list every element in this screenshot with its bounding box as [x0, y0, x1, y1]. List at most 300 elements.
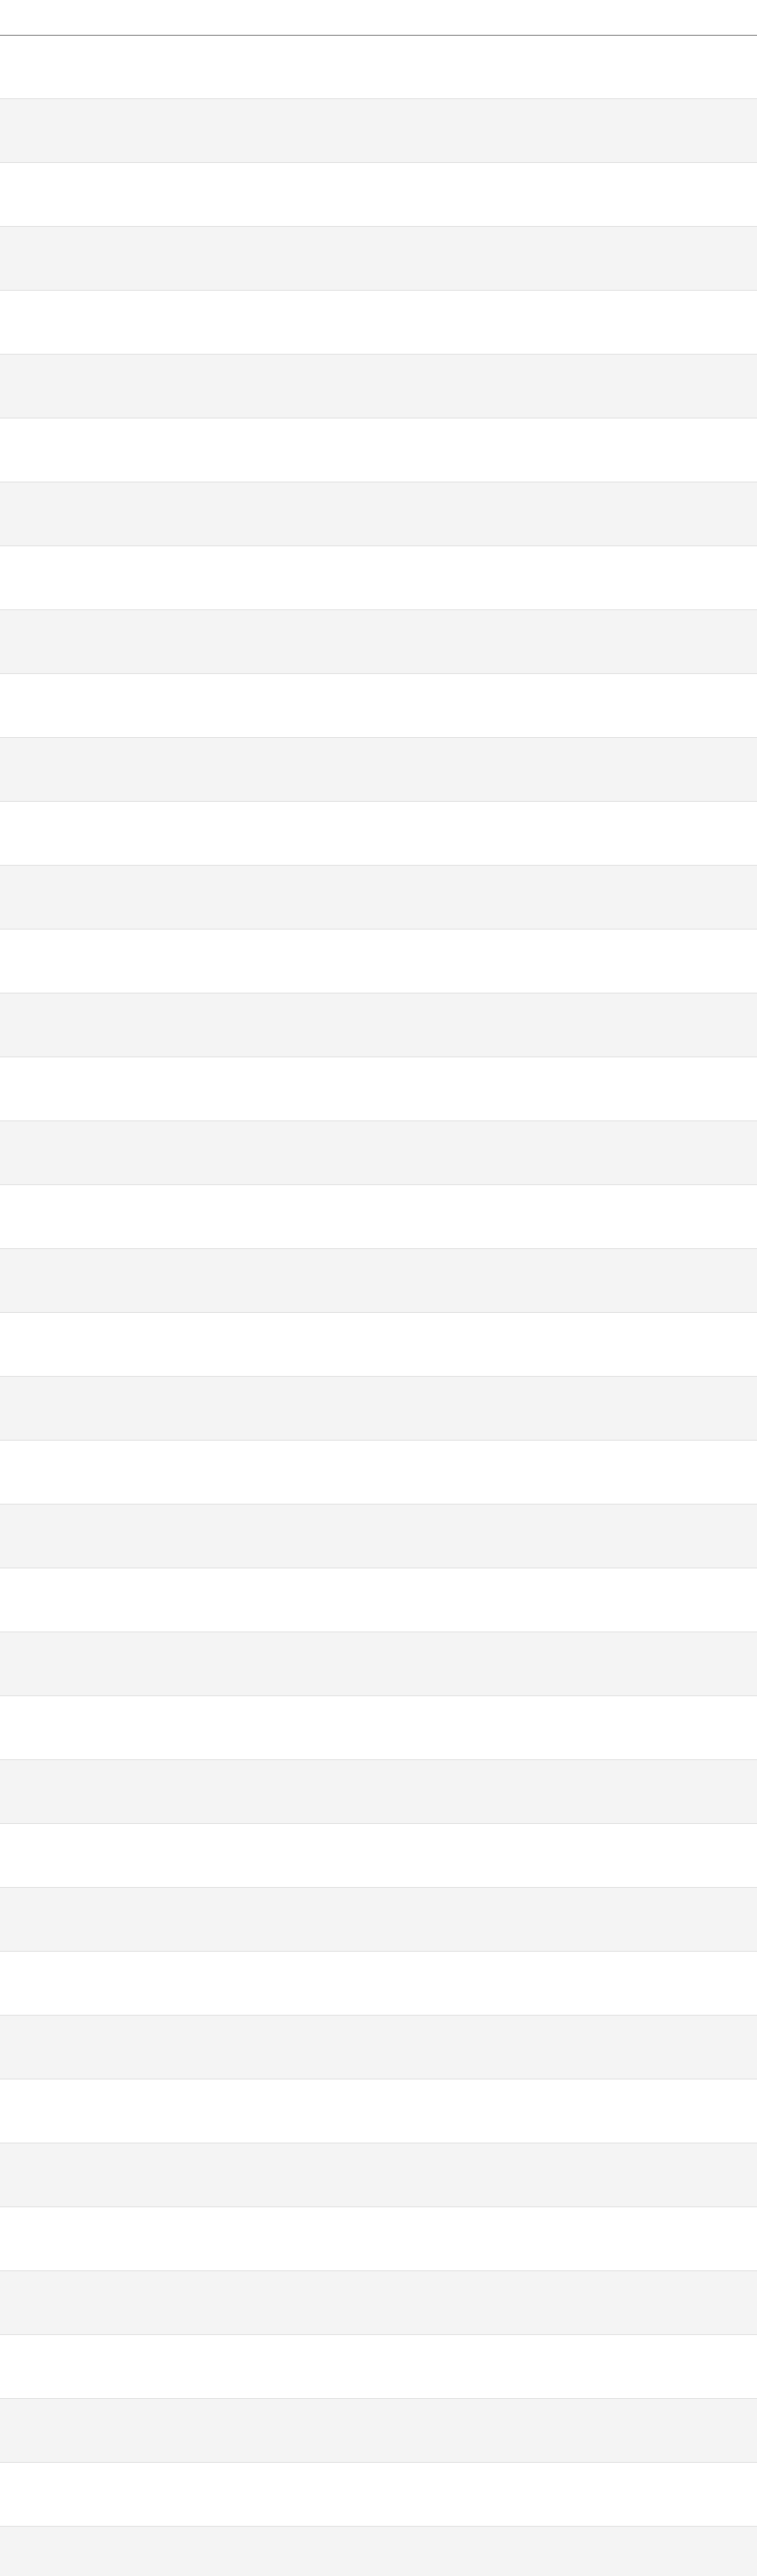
effects-cell: [416, 738, 692, 801]
effects-cell: [416, 1824, 692, 1887]
model-cell: [262, 1377, 344, 1440]
dose-cell: [344, 1696, 416, 1759]
effects-cell: [416, 1249, 692, 1312]
model-cell: [262, 354, 344, 418]
reference-cell[interactable]: [692, 163, 757, 226]
effects-cell: [416, 1632, 692, 1696]
column-header-effects: [416, 0, 692, 35]
reference-cell[interactable]: [692, 738, 757, 801]
table-row: [0, 2271, 757, 2335]
plant-part-cell: [0, 1504, 40, 1568]
effects-cell: [416, 1952, 692, 2015]
dose-cell: [344, 2399, 416, 2462]
solvent-cell: [40, 418, 123, 482]
model-cell: [262, 866, 344, 929]
model-cell: [262, 1568, 344, 1632]
effects-cell: [416, 2399, 692, 2462]
plant-part-cell: [0, 546, 40, 609]
model-cell: [262, 1760, 344, 1823]
solvent-cell: [40, 1057, 123, 1121]
solvent-cell: [40, 1121, 123, 1184]
table-row: [0, 929, 757, 993]
reference-cell[interactable]: [692, 929, 757, 993]
target-cell: [184, 1952, 262, 2015]
table-row: [0, 610, 757, 674]
solvent-cell: [40, 2463, 123, 2526]
dose-cell: [344, 1377, 416, 1440]
model-cell: [262, 2079, 344, 2143]
dose-cell: [344, 802, 416, 865]
plant-part-cell: [0, 2079, 40, 2143]
plant-part-cell: [0, 35, 40, 98]
effects-cell: [416, 291, 692, 354]
solvent-cell: [40, 99, 123, 162]
target-cell: [184, 1696, 262, 1759]
reference-cell[interactable]: [692, 1696, 757, 1759]
model-cell: [262, 993, 344, 1057]
plant-part-cell: [0, 2207, 40, 2270]
column-header-activity: [123, 0, 184, 35]
solvent-cell: [40, 674, 123, 737]
dose-cell: [344, 738, 416, 801]
reference-cell[interactable]: [692, 2015, 757, 2079]
solvent-cell: [40, 1696, 123, 1759]
model-cell: [262, 1504, 344, 1568]
dose-cell: [344, 866, 416, 929]
reference-cell[interactable]: [692, 2399, 757, 2462]
dose-cell: [344, 1888, 416, 1951]
reference-cell[interactable]: [692, 1888, 757, 1951]
solvent-cell: [40, 1760, 123, 1823]
plant-part-cell: [0, 738, 40, 801]
dose-cell: [344, 227, 416, 290]
dose-cell: [344, 1952, 416, 2015]
table-row: [0, 2463, 757, 2527]
solvent-cell: [40, 1952, 123, 2015]
effects-cell: [416, 99, 692, 162]
table-row: [0, 738, 757, 802]
model-cell: [262, 2207, 344, 2270]
reference-cell[interactable]: [692, 1121, 757, 1184]
effects-cell: [416, 418, 692, 482]
table-row: [0, 418, 757, 482]
activity-cell: [123, 1440, 184, 1504]
table-row: [0, 291, 757, 354]
table-row: [0, 99, 757, 163]
target-cell: [184, 482, 262, 546]
target-cell: [184, 1377, 262, 1440]
plant-part-cell: [0, 1568, 40, 1632]
effects-cell: [416, 1313, 692, 1376]
reference-cell[interactable]: [692, 2527, 757, 2576]
target-cell: [184, 610, 262, 673]
activity-cell: [123, 354, 184, 418]
effects-cell: [416, 227, 692, 290]
model-cell: [262, 1440, 344, 1504]
dose-cell: [344, 418, 416, 482]
dose-cell: [344, 2207, 416, 2270]
target-cell: [184, 2399, 262, 2462]
model-cell: [262, 2399, 344, 2462]
activity-cell: [123, 163, 184, 226]
plant-part-cell: [0, 1952, 40, 2015]
plant-part-cell: [0, 1824, 40, 1887]
target-cell: [184, 1504, 262, 1568]
activity-cell: [123, 1760, 184, 1823]
dose-cell: [344, 1313, 416, 1376]
reference-cell[interactable]: [692, 1377, 757, 1440]
table-header-row: [0, 0, 757, 36]
model-cell: [262, 2335, 344, 2398]
dose-cell: [344, 1632, 416, 1696]
solvent-cell: [40, 2527, 123, 2576]
model-cell: [262, 1249, 344, 1312]
model-cell: [262, 35, 344, 98]
target-cell: [184, 674, 262, 737]
table-body: [0, 35, 757, 2576]
plant-part-cell: [0, 1185, 40, 1248]
model-cell: [262, 610, 344, 673]
reference-cell[interactable]: [692, 2335, 757, 2398]
effects-cell: [416, 1696, 692, 1759]
reference-cell[interactable]: [692, 1504, 757, 1568]
model-cell: [262, 674, 344, 737]
solvent-cell: [40, 2335, 123, 2398]
model-cell: [262, 2527, 344, 2576]
reference-cell[interactable]: [692, 1760, 757, 1823]
activity-cell: [123, 1632, 184, 1696]
effects-cell: [416, 546, 692, 609]
reference-cell[interactable]: [692, 354, 757, 418]
activity-cell: [123, 1121, 184, 1184]
model-cell: [262, 1632, 344, 1696]
reference-cell[interactable]: [692, 1632, 757, 1696]
effects-cell: [416, 1185, 692, 1248]
activity-cell: [123, 1952, 184, 2015]
reference-cell[interactable]: [692, 291, 757, 354]
model-cell: [262, 929, 344, 993]
table-row: [0, 866, 757, 929]
effects-cell: [416, 2463, 692, 2526]
solvent-cell: [40, 2143, 123, 2207]
plant-part-cell: [0, 1377, 40, 1440]
table-row: [0, 163, 757, 227]
effects-cell: [416, 866, 692, 929]
solvent-cell: [40, 1313, 123, 1376]
activity-cell: [123, 482, 184, 546]
model-cell: [262, 418, 344, 482]
model-cell: [262, 2143, 344, 2207]
model-cell: [262, 291, 344, 354]
target-cell: [184, 2015, 262, 2079]
plant-part-cell: [0, 291, 40, 354]
table-row: [0, 482, 757, 546]
solvent-cell: [40, 1504, 123, 1568]
reference-cell[interactable]: [692, 1952, 757, 2015]
dose-cell: [344, 2335, 416, 2398]
dose-cell: [344, 674, 416, 737]
solvent-cell: [40, 2271, 123, 2334]
solvent-cell: [40, 2399, 123, 2462]
solvent-cell: [40, 1440, 123, 1504]
reference-cell[interactable]: [692, 610, 757, 673]
activity-cell: [123, 546, 184, 609]
effects-cell: [416, 1440, 692, 1504]
plant-part-cell: [0, 802, 40, 865]
effects-cell: [416, 1121, 692, 1184]
activity-cell: [123, 866, 184, 929]
effects-cell: [416, 163, 692, 226]
activity-cell: [123, 2463, 184, 2526]
reference-cell[interactable]: [692, 418, 757, 482]
target-cell: [184, 418, 262, 482]
effects-cell: [416, 674, 692, 737]
effects-cell: [416, 35, 692, 98]
plant-part-cell: [0, 1440, 40, 1504]
reference-cell[interactable]: [692, 2079, 757, 2143]
target-cell: [184, 2079, 262, 2143]
activity-cell: [123, 2143, 184, 2207]
target-cell: [184, 738, 262, 801]
solvent-cell: [40, 1249, 123, 1312]
plant-part-cell: [0, 354, 40, 418]
table-row: [0, 1185, 757, 1249]
target-cell: [184, 354, 262, 418]
activity-cell: [123, 802, 184, 865]
effects-cell: [416, 2527, 692, 2576]
reference-cell[interactable]: [692, 2143, 757, 2207]
dose-cell: [344, 354, 416, 418]
target-cell: [184, 163, 262, 226]
dose-cell: [344, 2079, 416, 2143]
activity-cell: [123, 610, 184, 673]
solvent-cell: [40, 546, 123, 609]
activity-cell: [123, 1568, 184, 1632]
dose-cell: [344, 1760, 416, 1823]
target-cell: [184, 227, 262, 290]
activity-cell: [123, 35, 184, 98]
table-row: [0, 993, 757, 1057]
effects-cell: [416, 2207, 692, 2270]
effects-cell: [416, 1504, 692, 1568]
plant-part-cell: [0, 418, 40, 482]
plant-part-cell: [0, 1632, 40, 1696]
solvent-cell: [40, 1568, 123, 1632]
table-row: [0, 1377, 757, 1440]
plant-part-cell: [0, 1760, 40, 1823]
solvent-cell: [40, 866, 123, 929]
solvent-cell: [40, 738, 123, 801]
model-cell: [262, 1121, 344, 1184]
dose-cell: [344, 1440, 416, 1504]
model-cell: [262, 738, 344, 801]
plant-part-cell: [0, 2335, 40, 2398]
reference-cell[interactable]: [692, 1824, 757, 1887]
effects-cell: [416, 1377, 692, 1440]
target-cell: [184, 291, 262, 354]
plant-part-cell: [0, 2015, 40, 2079]
solvent-cell: [40, 1888, 123, 1951]
model-cell: [262, 163, 344, 226]
target-cell: [184, 2271, 262, 2334]
activity-cell: [123, 418, 184, 482]
model-cell: [262, 1696, 344, 1759]
model-cell: [262, 1888, 344, 1951]
activity-cell: [123, 1313, 184, 1376]
reference-cell[interactable]: [692, 482, 757, 546]
model-cell: [262, 1185, 344, 1248]
dose-cell: [344, 2463, 416, 2526]
target-cell: [184, 1824, 262, 1887]
dose-cell: [344, 2271, 416, 2334]
model-cell: [262, 1952, 344, 2015]
effects-cell: [416, 2015, 692, 2079]
target-cell: [184, 2463, 262, 2526]
reference-cell[interactable]: [692, 35, 757, 98]
reference-cell[interactable]: [692, 99, 757, 162]
dose-cell: [344, 1568, 416, 1632]
activity-cell: [123, 674, 184, 737]
activity-cell: [123, 2399, 184, 2462]
effects-cell: [416, 354, 692, 418]
plant-part-cell: [0, 1888, 40, 1951]
activity-cell: [123, 1249, 184, 1312]
reference-cell[interactable]: [692, 802, 757, 865]
target-cell: [184, 1632, 262, 1696]
dose-cell: [344, 99, 416, 162]
activity-cell: [123, 1824, 184, 1887]
reference-cell[interactable]: [692, 1185, 757, 1248]
solvent-cell: [40, 35, 123, 98]
column-header-solvent: [40, 0, 123, 35]
reference-cell[interactable]: [692, 2463, 757, 2526]
effects-cell: [416, 2079, 692, 2143]
plant-part-cell: [0, 99, 40, 162]
model-cell: [262, 1313, 344, 1376]
column-header-dose: [344, 0, 416, 35]
model-cell: [262, 227, 344, 290]
dose-cell: [344, 2015, 416, 2079]
target-cell: [184, 1568, 262, 1632]
solvent-cell: [40, 227, 123, 290]
plant-part-cell: [0, 163, 40, 226]
plant-part-cell: [0, 866, 40, 929]
table-row: [0, 227, 757, 291]
dose-cell: [344, 993, 416, 1057]
plant-part-cell: [0, 2143, 40, 2207]
dose-cell: [344, 35, 416, 98]
effects-cell: [416, 2335, 692, 2398]
activity-cell: [123, 291, 184, 354]
plant-part-cell: [0, 1121, 40, 1184]
reference-cell[interactable]: [692, 1440, 757, 1504]
plant-part-cell: [0, 674, 40, 737]
table-row: [0, 35, 757, 99]
model-cell: [262, 802, 344, 865]
solvent-cell: [40, 1824, 123, 1887]
target-cell: [184, 802, 262, 865]
table-row: [0, 1440, 757, 1504]
column-header-model: [262, 0, 344, 35]
solvent-cell: [40, 1185, 123, 1248]
plant-part-cell: [0, 1313, 40, 1376]
plant-part-cell: [0, 2527, 40, 2576]
table-row: [0, 2015, 757, 2079]
column-header-plant-part: [0, 0, 40, 35]
activity-cell: [123, 1696, 184, 1759]
reference-cell[interactable]: [692, 866, 757, 929]
target-cell: [184, 1185, 262, 1248]
plant-part-cell: [0, 227, 40, 290]
solvent-cell: [40, 2207, 123, 2270]
solvent-cell: [40, 802, 123, 865]
activity-cell: [123, 2207, 184, 2270]
reference-cell[interactable]: [692, 1313, 757, 1376]
table-row: [0, 674, 757, 738]
activity-cell: [123, 2335, 184, 2398]
target-cell: [184, 1057, 262, 1121]
dose-cell: [344, 1824, 416, 1887]
effects-cell: [416, 482, 692, 546]
plant-part-cell: [0, 929, 40, 993]
dose-cell: [344, 291, 416, 354]
solvent-cell: [40, 610, 123, 673]
reference-cell[interactable]: [692, 1568, 757, 1632]
effects-cell: [416, 1888, 692, 1951]
effects-cell: [416, 610, 692, 673]
activity-cell: [123, 99, 184, 162]
dose-cell: [344, 1121, 416, 1184]
target-cell: [184, 1760, 262, 1823]
reference-cell[interactable]: [692, 546, 757, 609]
table-row: [0, 2207, 757, 2271]
reference-cell[interactable]: [692, 2207, 757, 2270]
activity-cell: [123, 929, 184, 993]
target-cell: [184, 35, 262, 98]
column-header-references: [692, 0, 757, 35]
target-cell: [184, 1440, 262, 1504]
activity-cell: [123, 1504, 184, 1568]
reference-cell[interactable]: [692, 2271, 757, 2334]
target-cell: [184, 546, 262, 609]
solvent-cell: [40, 2079, 123, 2143]
activity-cell: [123, 993, 184, 1057]
dose-cell: [344, 929, 416, 993]
dose-cell: [344, 546, 416, 609]
table-row: [0, 1888, 757, 1952]
plant-part-cell: [0, 1249, 40, 1312]
reference-cell[interactable]: [692, 1057, 757, 1121]
model-cell: [262, 2015, 344, 2079]
table-row: [0, 1057, 757, 1121]
solvent-cell: [40, 993, 123, 1057]
model-cell: [262, 2463, 344, 2526]
model-cell: [262, 1057, 344, 1121]
dose-cell: [344, 2527, 416, 2576]
plant-part-cell: [0, 1057, 40, 1121]
reference-cell[interactable]: [692, 993, 757, 1057]
solvent-cell: [40, 482, 123, 546]
dose-cell: [344, 1249, 416, 1312]
table-row: [0, 2143, 757, 2207]
activity-cell: [123, 1185, 184, 1248]
activity-cell: [123, 2015, 184, 2079]
dose-cell: [344, 2143, 416, 2207]
target-cell: [184, 99, 262, 162]
reference-cell[interactable]: [692, 227, 757, 290]
reference-cell[interactable]: [692, 1249, 757, 1312]
reference-cell[interactable]: [692, 674, 757, 737]
